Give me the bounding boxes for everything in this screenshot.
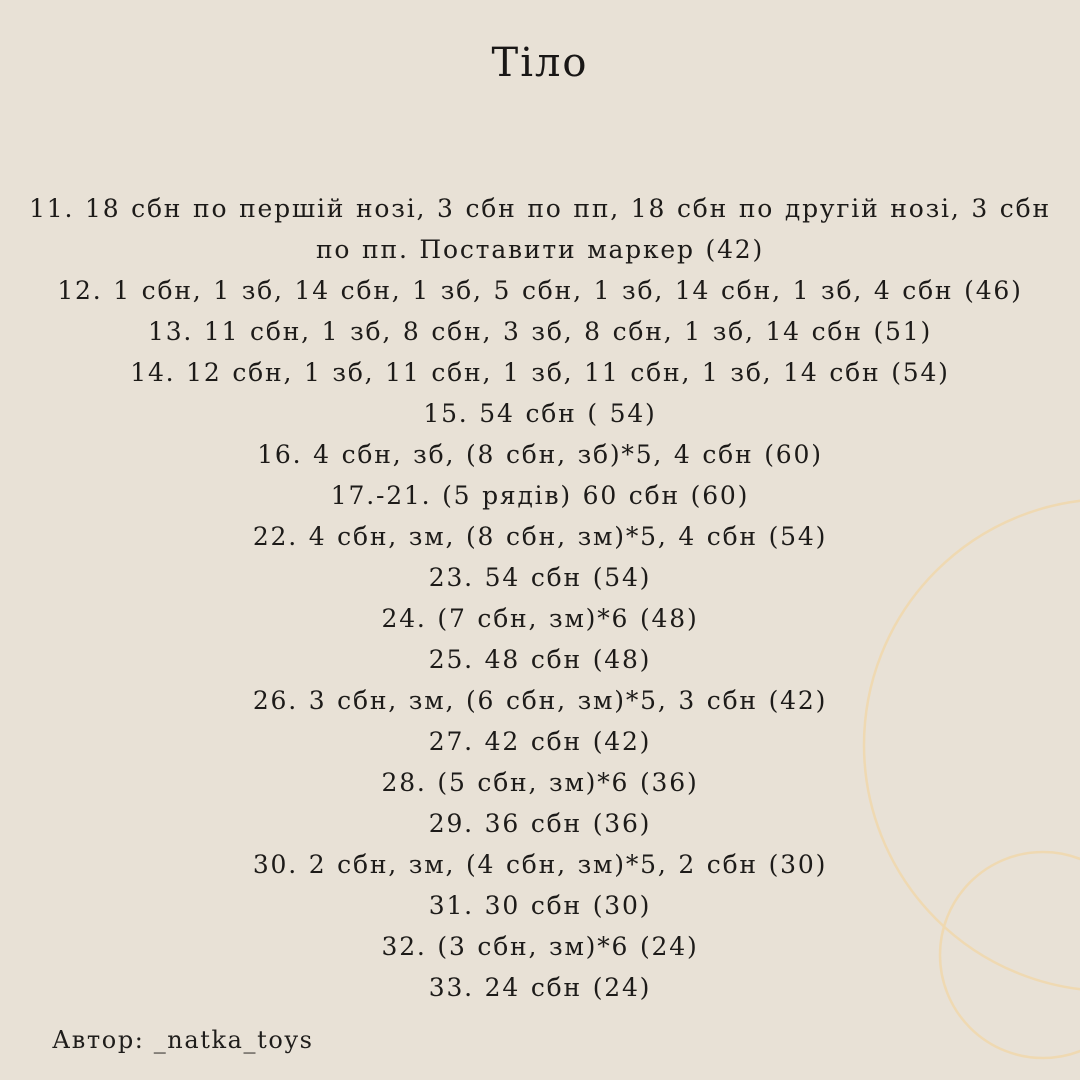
pattern-row-23: 23. 54 сбн (54) — [428, 563, 652, 592]
page-title: Тіло — [491, 40, 589, 86]
pattern-row-33: 33. 24 сбн (24) — [428, 973, 652, 1002]
pattern-row-15: 15. 54 сбн ( 54) — [423, 399, 657, 428]
pattern-row-22: 22. 4 сбн, зм, (8 сбн, зм)*5, 4 сбн (54) — [252, 522, 828, 551]
pattern-row-31: 31. 30 сбн (30) — [428, 891, 652, 920]
pattern-row-26: 26. 3 сбн, зм, (6 сбн, зм)*5, 3 сбн (42) — [252, 686, 828, 715]
pattern-row-14: 14. 12 сбн, 1 зб, 11 сбн, 1 зб, 11 сбн, 1 зб, 14 сбн (54) — [130, 358, 950, 387]
pattern-row-11: 11. 18 сбн по першій нозі, 3 сбн по пп, 18 сбн по другій нозі, 3 сбн по пп. Поставити маркер (42) — [29, 194, 1051, 264]
pattern-row-13: 13. 11 сбн, 1 зб, 8 сбн, 3 зб, 8 сбн, 1 зб, 14 сбн (51) — [147, 317, 933, 346]
pattern-row-27: 27. 42 сбн (42) — [428, 727, 652, 756]
author-credit: Автор: _natka_toys — [52, 1026, 314, 1054]
pattern-row-16: 16. 4 сбн, зб, (8 сбн, зб)*5, 4 сбн (60) — [257, 440, 823, 469]
pattern-row-25: 25. 48 сбн (48) — [428, 645, 652, 674]
pattern-rows — [20, 188, 1060, 1008]
pattern-row-28: 28. (5 сбн, зм)*6 (36) — [381, 768, 699, 797]
pattern-row-30: 30. 2 сбн, зм, (4 сбн, зм)*5, 2 сбн (30) — [252, 850, 828, 879]
pattern-row-32: 32. (3 сбн, зм)*6 (24) — [381, 932, 699, 961]
pattern-row-17-21: 17.-21. (5 рядів) 60 сбн (60) — [330, 481, 750, 510]
pattern-row-29: 29. 36 сбн (36) — [428, 809, 652, 838]
pattern-row-24: 24. (7 сбн, зм)*6 (48) — [381, 604, 699, 633]
pattern-row-12: 12. 1 сбн, 1 зб, 14 сбн, 1 зб, 5 сбн, 1 зб, 14 сбн, 1 зб, 4 сбн (46) — [57, 276, 1023, 305]
